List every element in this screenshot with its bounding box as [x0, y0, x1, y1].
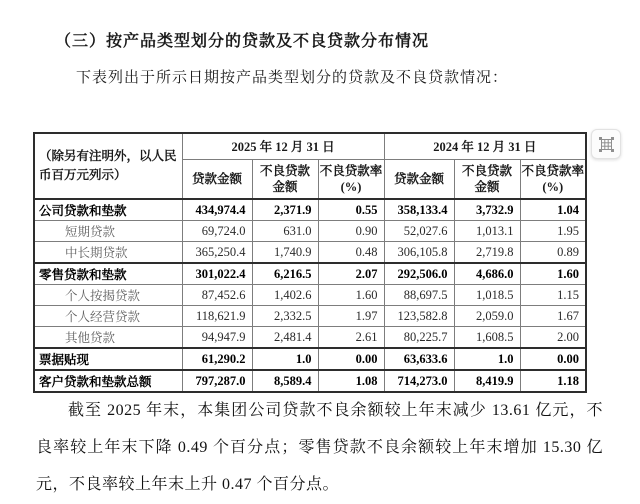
table-select-tool-button[interactable]	[591, 129, 621, 159]
table-intro-text: 下表列出于所示日期按产品类型划分的贷款及不良贷款情况：	[76, 70, 509, 86]
col-header-npl-amount-2024: 不良贷款 金额	[454, 159, 520, 199]
table-row-total-customer-loans: 客户贷款和垫款总额 797,287.0 8,589.4 1.08 714,273.0 8,419.9 1.18	[34, 370, 586, 392]
table-row-corporate-loans: 公司贷款和垫款 434,974.4 2,371.9 0.55 358,133.4 3,732.9 1.04	[34, 199, 586, 221]
page-title: （三）按产品类型划分的贷款及不良贷款分布情况	[55, 33, 430, 50]
table-row-short-term-loans: 短期贷款 69,724.0 631.0 0.90 52,027.6 1,013.1 1.95	[34, 221, 586, 242]
loans-by-product-table	[33, 132, 587, 393]
period-header-2024: 2024 年 12 月 31 日	[384, 133, 586, 159]
table-row-retail-loans: 零售贷款和垫款 301,022.4 6,216.5 2.07 292,506.0 4,686.0 1.60	[34, 263, 586, 285]
table-row-personal-mortgage-loans: 个人按揭贷款 87,452.6 1,402.6 1.60 88,697.5 1,018.5 1.15	[34, 285, 586, 306]
col-header-npl-amount-2025: 不良贷款 金额	[252, 159, 318, 199]
analysis-paragraph: 截至 2025 年末，本集团公司贷款不良余额较上年末减少 13.61 亿元，不良率较上年末下降 0.49 个百分点；零售贷款不良余额较上年末增加 15.30 亿元，不良率较上年末上升 0.47 个百分点。	[36, 402, 603, 493]
table-row-discounted-bills: 票据贴现 61,290.2 1.0 0.00 63,633.6 1.0 0.00	[34, 348, 586, 370]
table-unit-note: （除另有注明外，以人民币百万元列示）	[34, 133, 182, 199]
table-row-other-loans: 其他贷款 94,947.9 2,481.4 2.61 80,225.7 1,608.5 2.00	[34, 327, 586, 349]
col-header-npl-ratio-2024: 不良贷款率 (%)	[520, 159, 586, 199]
col-header-loan-amount-2025: 贷款金额	[182, 159, 252, 199]
period-header-2025: 2025 年 12 月 31 日	[182, 133, 384, 159]
table-row-personal-business-loans: 个人经营贷款 118,621.9 2,332.5 1.97 123,582.8 2,059.0 1.67	[34, 306, 586, 327]
col-header-loan-amount-2024: 贷款金额	[384, 159, 454, 199]
table-select-icon	[598, 136, 615, 153]
report-page	[0, 28, 640, 504]
col-header-npl-ratio-2025: 不良贷款率 (%)	[318, 159, 384, 199]
table-row-medium-long-term-loans: 中长期贷款 365,250.4 1,740.9 0.48 306,105.8 2,719.8 0.89	[34, 242, 586, 264]
